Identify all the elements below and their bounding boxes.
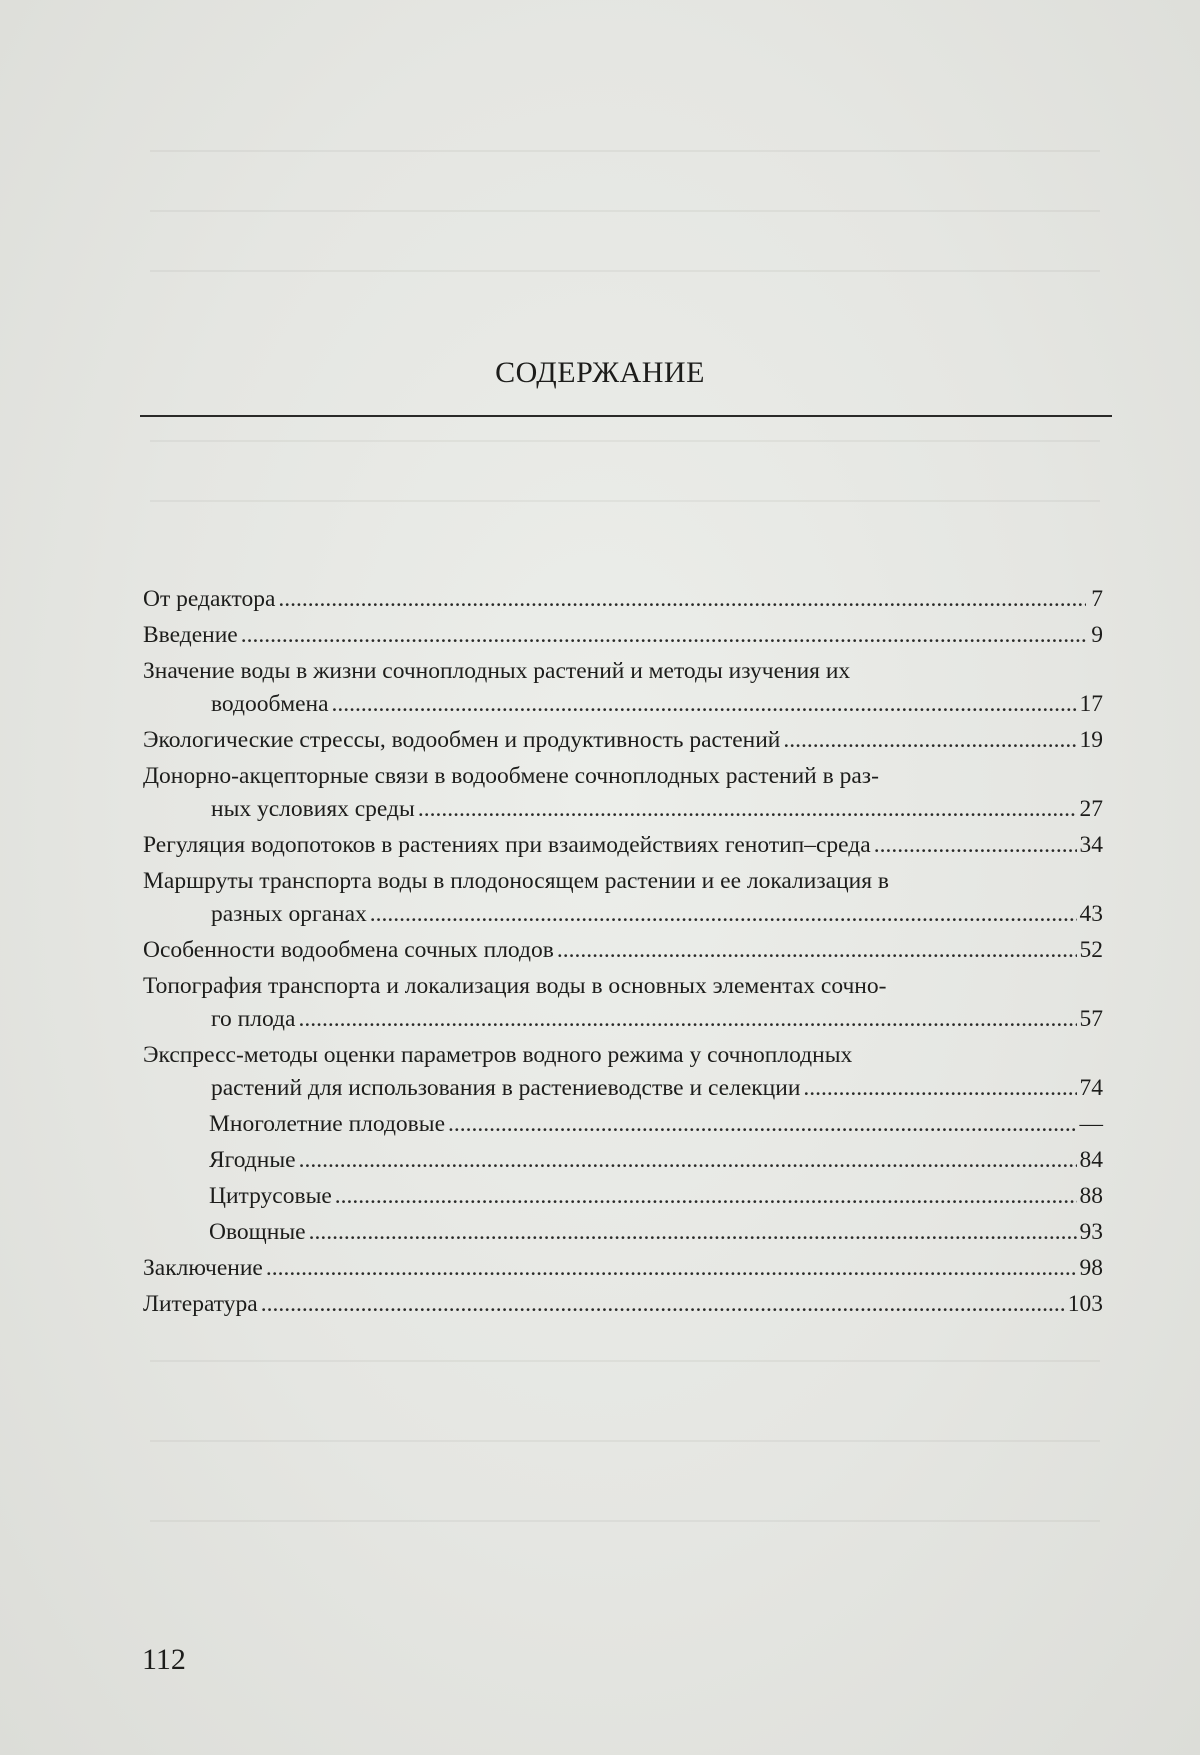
page-number: 112 [142, 1643, 186, 1676]
toc-page-number: 93 [1079, 1219, 1103, 1245]
toc-entry-title: От редактора [143, 586, 276, 612]
toc-entry-title-first-line: Значение воды в жизни сочноплодных растений и методы изучения их [143, 658, 851, 684]
toc-page-number: 98 [1079, 1255, 1103, 1281]
toc-entry [143, 934, 1103, 967]
toc-subentry [143, 1180, 1103, 1213]
bleed-through-line [150, 210, 1100, 212]
toc-entry-line [143, 1108, 1103, 1141]
toc-page-number: 84 [1079, 1147, 1103, 1173]
bleed-through-line [150, 270, 1100, 272]
toc-entry-line [143, 1180, 1103, 1213]
bleed-through-line [150, 1520, 1100, 1522]
toc-entry-line [143, 934, 1103, 967]
toc-entry-title: Многолетние плодовые [209, 1111, 445, 1137]
toc-page-number: 103 [1067, 1291, 1103, 1317]
toc-subentry [143, 1108, 1103, 1141]
toc-entry-line [143, 1216, 1103, 1249]
toc-page-number: 7 [1091, 586, 1103, 612]
dot-leader [261, 1288, 1065, 1321]
toc-entry-title: Особенности водообмена сочных плодов [143, 937, 554, 963]
dot-leader [332, 688, 1077, 721]
toc-entry-line [143, 898, 1103, 931]
toc-entry-title-first-line: Топография транспорта и локализация воды в основных элементах сочно- [143, 973, 887, 999]
toc-page-number: 52 [1079, 937, 1103, 963]
toc-entry-line [143, 1072, 1103, 1105]
toc-page-number: 9 [1091, 622, 1103, 648]
toc-entry-title: Литература [143, 1291, 258, 1317]
dot-leader [803, 1072, 1076, 1105]
toc-entry-line [143, 724, 1103, 757]
toc-entry-title-first-line: Донорно-акцепторные связи в водообмене сочноплодных растений в раз- [143, 763, 879, 789]
toc-entry [143, 655, 1103, 721]
bleed-through-line [150, 1360, 1100, 1362]
toc-entry-line [143, 583, 1103, 616]
toc-subentry [143, 1144, 1103, 1177]
toc-entry-title-first-line: Экспресс-методы оценки параметров водного режима у сочноплодных [143, 1042, 853, 1068]
dot-leader [298, 1003, 1076, 1036]
toc-entry-line [143, 1288, 1103, 1321]
toc-entry-line [143, 1252, 1103, 1285]
toc-page-number: 34 [1079, 832, 1103, 858]
dot-leader [783, 724, 1076, 757]
toc-entry-title: растений для использования в растениеводстве и селекции [211, 1075, 801, 1101]
toc-subentry [143, 1216, 1103, 1249]
toc-entry-title: Овощные [209, 1219, 306, 1245]
dot-leader [418, 793, 1077, 826]
dot-leader [370, 898, 1077, 931]
toc-entry-line [143, 688, 1103, 721]
toc-entry-title: Введение [143, 622, 238, 648]
toc-entry-title: Экологические стрессы, водообмен и продуктивность растений [143, 727, 781, 753]
toc-entry-line [143, 619, 1103, 652]
toc-entry [143, 1252, 1103, 1285]
toc-entry [143, 829, 1103, 862]
dot-leader [309, 1216, 1077, 1249]
toc-entry-title: Заключение [143, 1255, 263, 1281]
toc-entry-title: Ягодные [209, 1147, 296, 1173]
toc-page-number: — [1079, 1111, 1103, 1137]
toc-entry-title-first-line: Маршруты транспорта воды в плодоносящем растении и ее локализация в [143, 868, 889, 894]
toc-entry [143, 760, 1103, 826]
toc-entry-line [143, 829, 1103, 862]
dot-leader [335, 1180, 1077, 1213]
dot-leader [874, 829, 1077, 862]
dot-leader [448, 1108, 1077, 1141]
toc-entry-line [143, 1144, 1103, 1177]
toc-entry-title: водообмена [211, 691, 329, 717]
bleed-through-line [150, 150, 1100, 152]
toc-page-number: 27 [1079, 796, 1103, 822]
toc-entry-title: го плода [211, 1006, 296, 1032]
toc-page-number: 17 [1079, 691, 1103, 717]
bleed-through-line [150, 440, 1100, 442]
dot-leader [241, 619, 1086, 652]
toc-page-number: 57 [1079, 1006, 1103, 1032]
title-underline [140, 415, 1112, 417]
toc-page-number: 19 [1079, 727, 1103, 753]
toc-entry [143, 724, 1103, 757]
toc-entry [143, 865, 1103, 931]
toc-entry-title: ных условиях среды [211, 796, 415, 822]
toc-entry [143, 583, 1103, 616]
dot-leader [557, 934, 1077, 967]
toc-entry-title: Регуляция водопотоков в растениях при взаимодействиях генотип–среда [143, 832, 871, 858]
toc-entry [143, 1288, 1103, 1321]
bleed-through-line [150, 500, 1100, 502]
dot-leader [299, 1144, 1077, 1177]
toc-page-number: 74 [1079, 1075, 1103, 1101]
table-of-contents [143, 583, 1103, 1324]
dot-leader [266, 1252, 1077, 1285]
toc-entry-line [143, 793, 1103, 826]
toc-entry [143, 619, 1103, 652]
dot-leader [278, 583, 1086, 616]
toc-entry [143, 1039, 1103, 1105]
page-title: СОДЕРЖАНИЕ [495, 356, 705, 389]
toc-entry [143, 970, 1103, 1036]
toc-entry-title: Цитрусовые [209, 1183, 332, 1209]
toc-page-number: 88 [1079, 1183, 1103, 1209]
toc-entry-title: разных органах [211, 901, 367, 927]
bleed-through-line [150, 1440, 1100, 1442]
toc-entry-line [143, 1003, 1103, 1036]
toc-page-number: 43 [1079, 901, 1103, 927]
